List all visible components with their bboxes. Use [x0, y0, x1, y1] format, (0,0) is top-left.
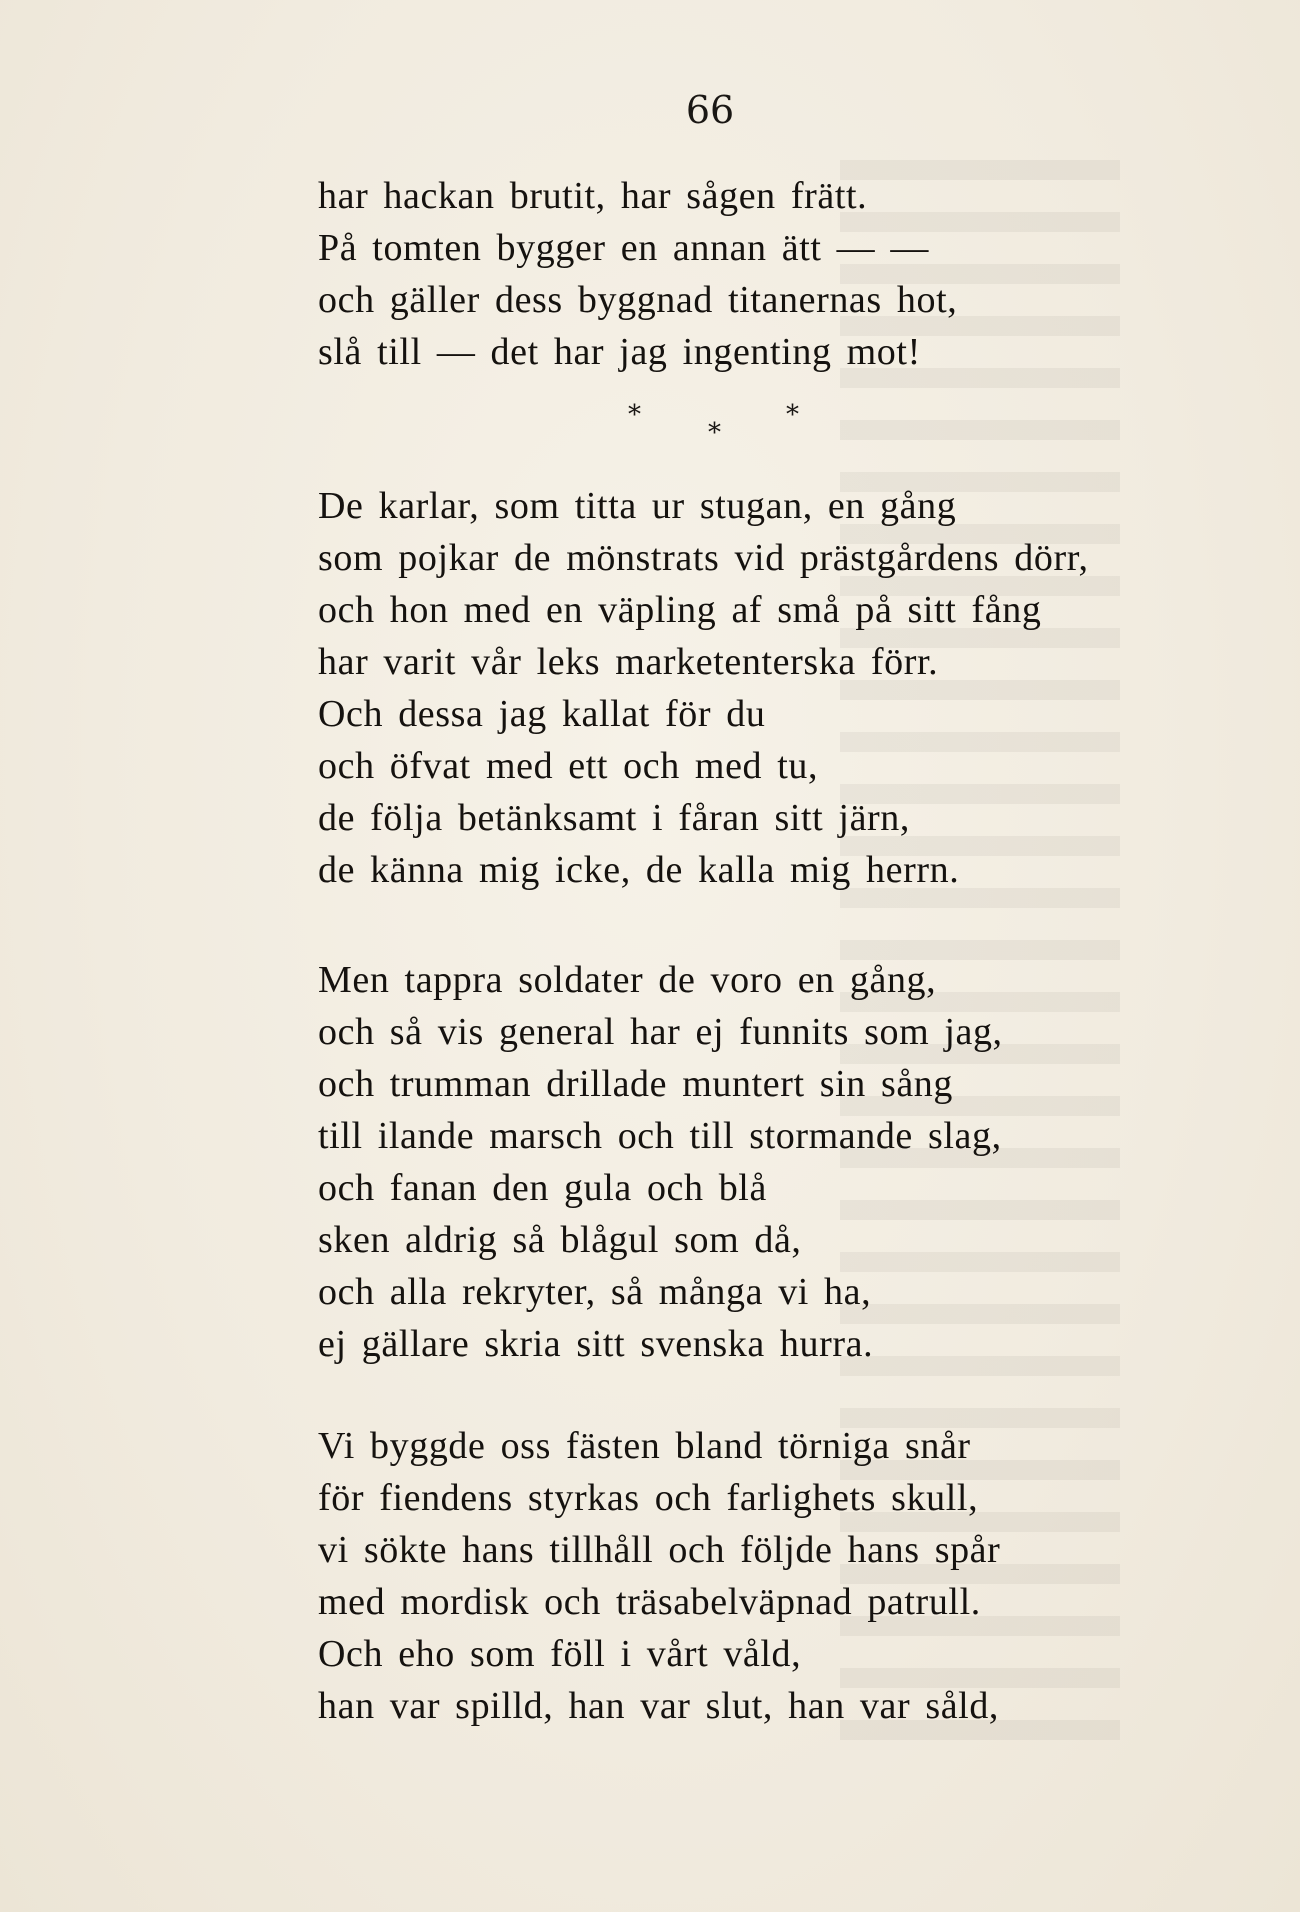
stanza-3: [318, 954, 1003, 1370]
poem-line: och trumman drillade muntert sin sång: [318, 1063, 954, 1105]
poem-line: sken aldrig så blågul som då,: [318, 1219, 802, 1261]
poem-line: och hon med en väpling af små på sitt fång: [318, 589, 1042, 631]
section-separator: [608, 400, 828, 460]
poem-line: till ilande marsch och till stormande slag,: [318, 1115, 1002, 1157]
poem-line: han var spilld, han var slut, han var såld,: [318, 1685, 1000, 1727]
poem-line: ej gällare skria sitt svenska hurra.: [318, 1323, 874, 1365]
stanza-4: [318, 1420, 1000, 1732]
poem-line: som pojkar de mönstrats vid prästgårdens dörr,: [318, 537, 1089, 579]
poem-line: har varit vår leks marketenterska förr.: [318, 641, 939, 683]
poem-line: Men tappra soldater de voro en gång,: [318, 959, 937, 1001]
stanza-2: [318, 480, 1089, 896]
poem-line: med mordisk och träsabelväpnad patrull.: [318, 1581, 981, 1623]
poem-line: slå till — det har jag ingenting mot!: [318, 331, 921, 373]
poem-line: och gäller dess byggnad titanernas hot,: [318, 279, 958, 321]
poem-line: Och eho som föll i vårt våld,: [318, 1633, 802, 1675]
page-number: 66: [685, 88, 735, 132]
poem-line: för fiendens styrkas och farlighets skull,: [318, 1477, 979, 1519]
asterisk-left: *: [628, 400, 641, 430]
poem-line: och öfvat med ett och med tu,: [318, 745, 819, 787]
poem-line: har hackan brutit, har sågen frätt.: [318, 175, 868, 217]
asterisk-center: *: [708, 418, 721, 448]
poem-line: och fanan den gula och blå: [318, 1167, 767, 1209]
asterisk-right: *: [786, 400, 799, 430]
poem-line: De karlar, som titta ur stugan, en gång: [318, 485, 957, 527]
poem-line: och så vis general har ej funnits som jag,: [318, 1011, 1003, 1053]
poem-line: de känna mig icke, de kalla mig herrn.: [318, 849, 960, 891]
poem-line: vi sökte hans tillhåll och följde hans spår: [318, 1529, 1001, 1571]
poem-line: På tomten bygger en annan ätt — —: [318, 227, 929, 269]
poem-line: Och dessa jag kallat för du: [318, 693, 766, 735]
poem-line: och alla rekryter, så många vi ha,: [318, 1271, 872, 1313]
poem-line: Vi byggde oss fästen bland törniga snår: [318, 1425, 971, 1467]
stanza-1: [318, 170, 957, 378]
poem-line: de följa betänksamt i fåran sitt järn,: [318, 797, 910, 839]
